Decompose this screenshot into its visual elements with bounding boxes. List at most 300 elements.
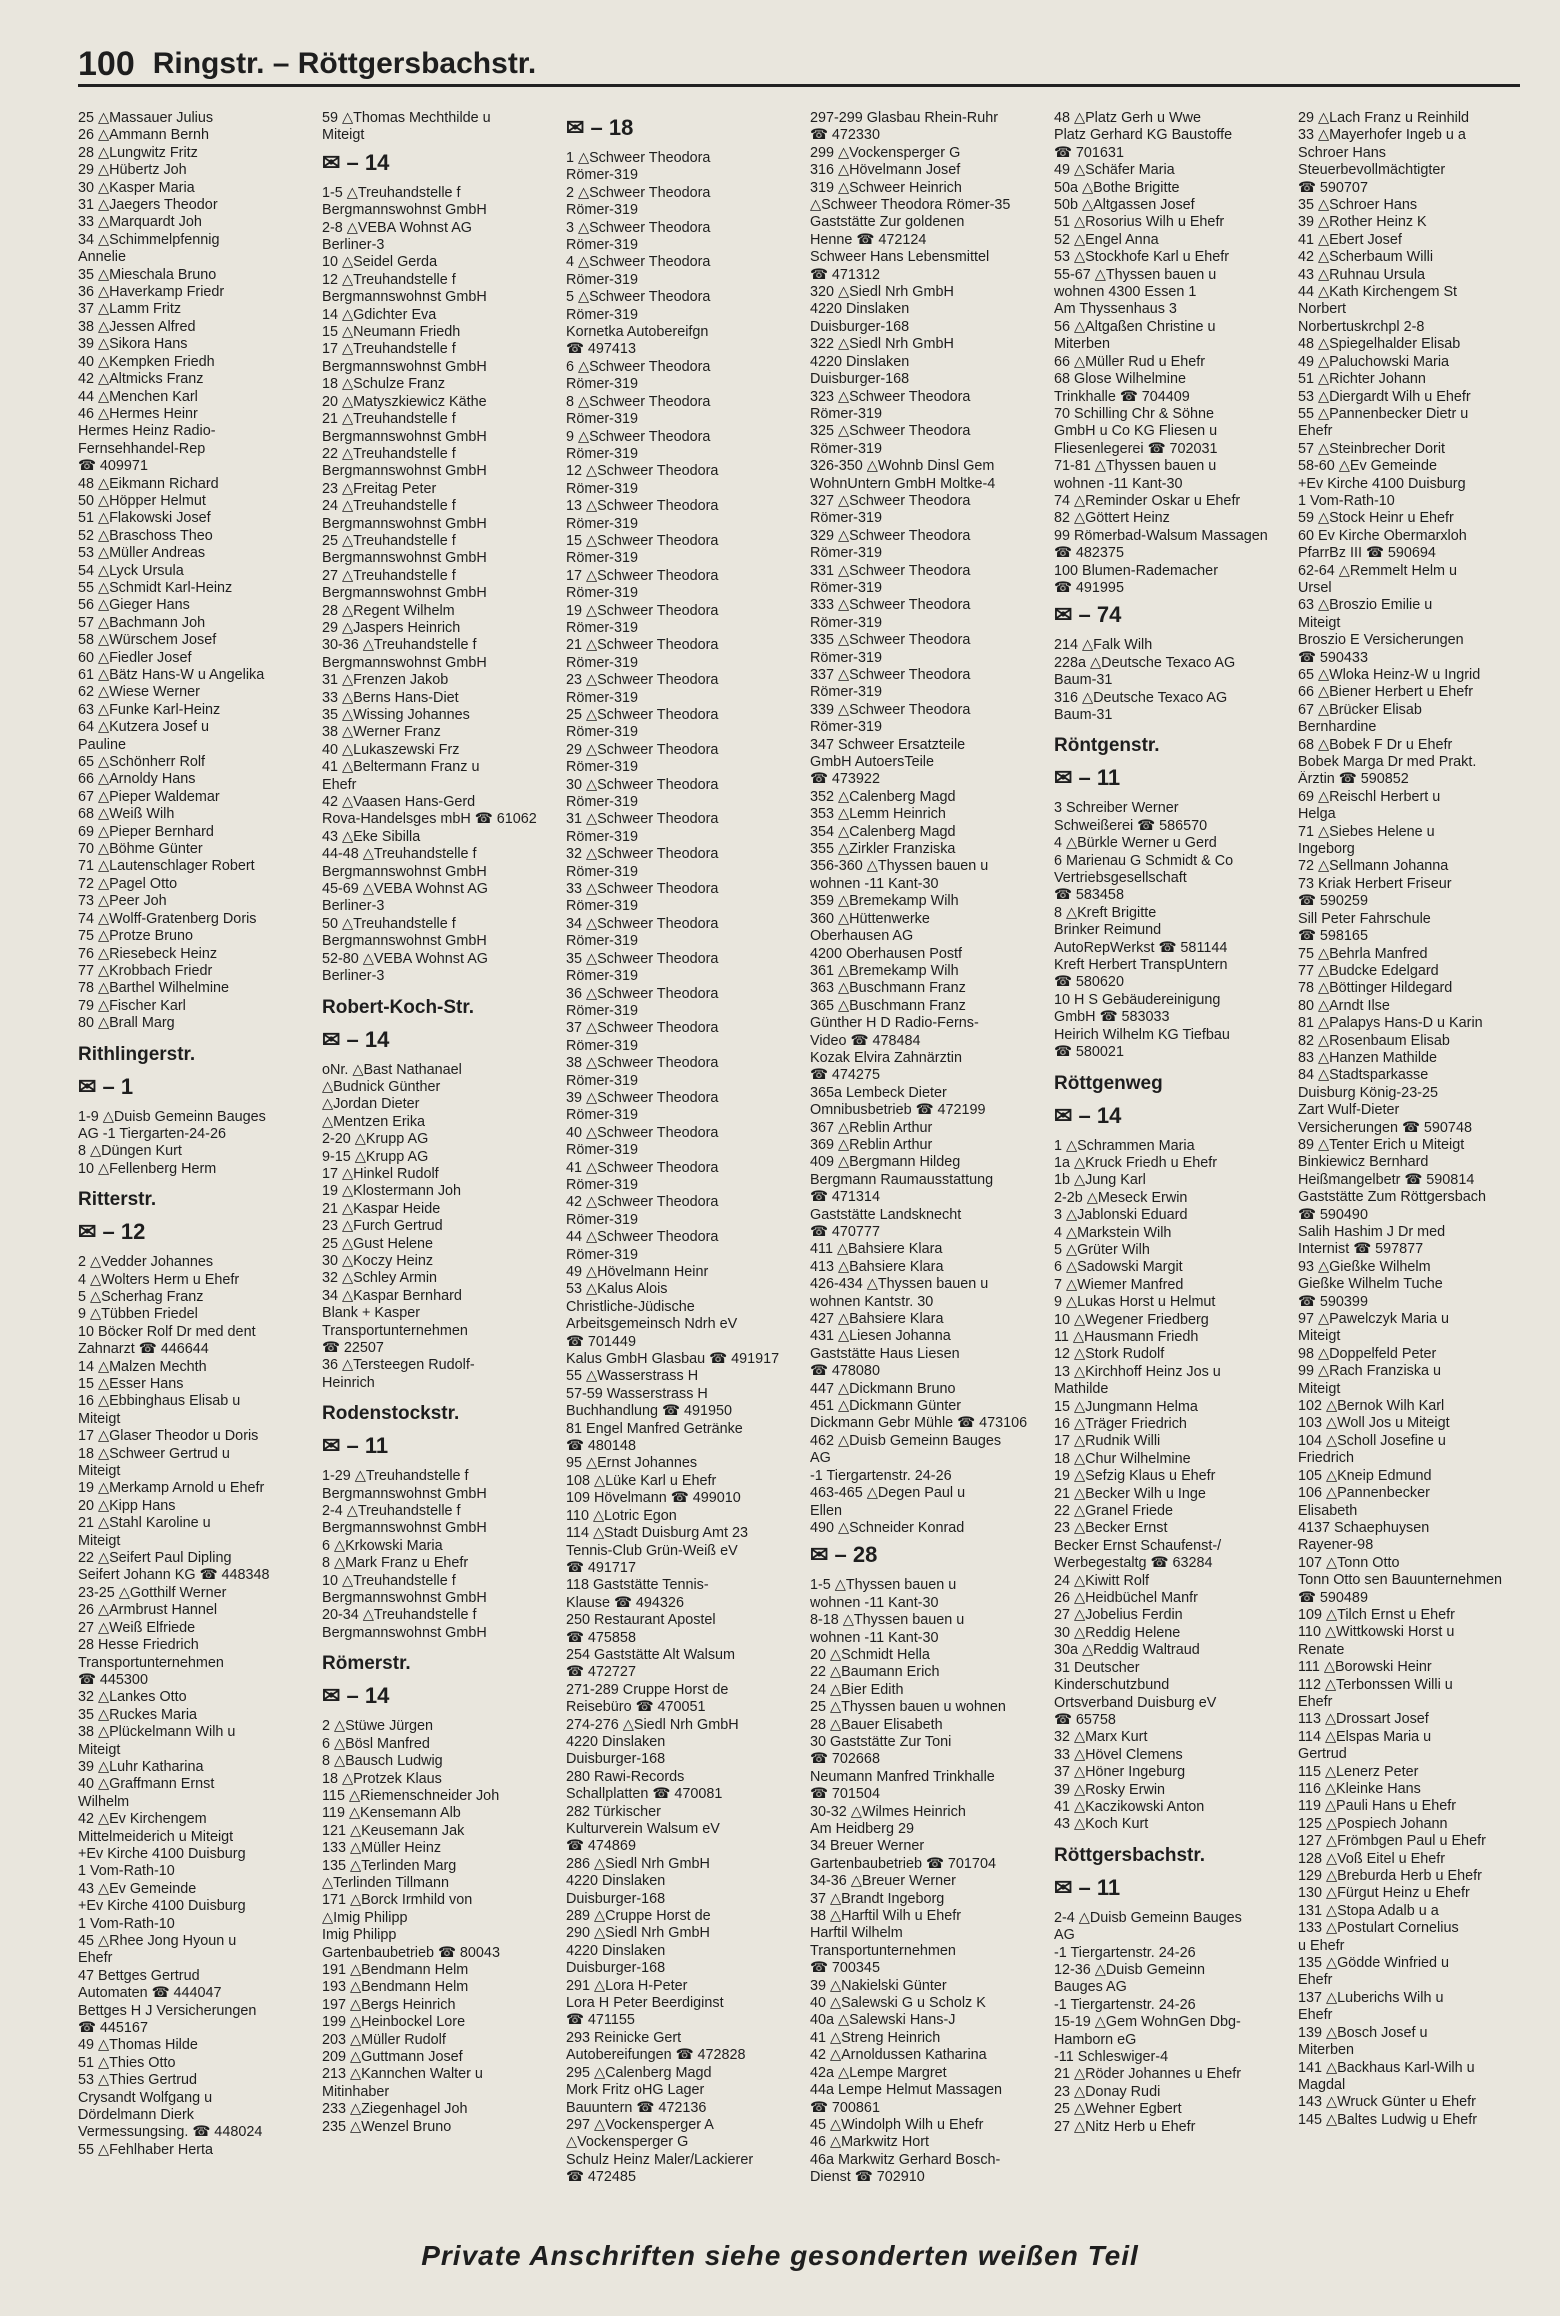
- directory-entry: Bergmannswohnst GmbH: [322, 202, 487, 219]
- directory-entry: 33 △Schweer Theodora: [566, 881, 719, 898]
- directory-entry: 250 Restaurant Apostel: [566, 1612, 716, 1629]
- postal-district: ✉ – 74: [1054, 602, 1122, 628]
- directory-entry: 1 Vom-Rath-10: [1298, 492, 1395, 509]
- directory-entry: 299 △Vockensperger G: [810, 144, 961, 161]
- directory-entry: 110 △Wittkowski Horst u: [1298, 1624, 1455, 1641]
- directory-entry: 316 △Hövelmann Josef: [810, 162, 961, 179]
- directory-entry: 31 Deutscher: [1054, 1659, 1140, 1676]
- directory-entry: 15 △Esser Hans: [78, 1376, 184, 1392]
- directory-entry: +Ev Kirche 4100 Duisburg: [78, 1898, 246, 1915]
- directory-entry: 32 △Schley Armin: [322, 1270, 438, 1287]
- directory-entry: Helga: [1298, 806, 1336, 823]
- street-heading: Römerstr.: [322, 1653, 411, 1675]
- directory-entry: Neumann Manfred Trinkhalle: [810, 1768, 995, 1785]
- postal-district: ✉ – 1: [78, 1073, 134, 1099]
- directory-entry: Bergmann Raumausstattung: [810, 1171, 994, 1188]
- directory-entry: Ehefr: [322, 776, 357, 793]
- directory-entry: Berliner-3: [322, 898, 385, 915]
- directory-entry: Vermessungsing. ☎ 448024: [78, 2124, 263, 2141]
- street-heading: Ritterstr.: [78, 1189, 157, 1211]
- directory-entry: 16 △Träger Friedrich: [1054, 1416, 1187, 1432]
- directory-entry: Lora H Peter Beerdiginst: [566, 1995, 724, 2012]
- directory-entry: 57 △Steinbrecher Dorit: [1298, 440, 1446, 457]
- directory-entry: Berliner-3: [322, 968, 385, 985]
- directory-entry: 48 △Eikmann Richard: [78, 475, 219, 492]
- directory-entry: wohnen Kantstr. 30: [810, 1293, 934, 1310]
- directory-entry: Reisebüro ☎ 470051: [566, 1699, 706, 1716]
- directory-entry: 35 △Schweer Theodora: [566, 950, 719, 967]
- directory-entry: 329 △Schweer Theodora: [810, 527, 971, 544]
- directory-entry: 53 △Diergardt Wilh u Ehefr: [1298, 388, 1471, 405]
- directory-column-4: [810, 110, 1038, 2190]
- directory-entry: 41 △Kaczikowski Anton: [1054, 1798, 1205, 1815]
- directory-entry: Miteigt: [1298, 614, 1341, 631]
- directory-entry: 129 △Breburda Herb u Ehefr: [1298, 1868, 1482, 1885]
- directory-entry: 127 △Frömbgen Paul u Ehefr: [1298, 1833, 1486, 1850]
- directory-entry: 1-9 △Duisb Gemeinn Bauges: [78, 1108, 266, 1125]
- directory-entry: Ehefr: [1298, 423, 1333, 440]
- directory-entry: Gießke Wilhelm Tuche: [1298, 1276, 1443, 1293]
- directory-entry: 100 Blumen-Rademacher: [1054, 562, 1218, 579]
- directory-entry: 104 △Scholl Josefine u: [1298, 1432, 1446, 1449]
- directory-entry: 49 △Schäfer Maria: [1054, 162, 1175, 179]
- directory-entry: 112 △Terbonssen Willi u: [1298, 1676, 1453, 1693]
- directory-entry: Zahnarzt ☎ 446644: [78, 1341, 209, 1358]
- directory-entry: Römer-319: [566, 1002, 638, 1019]
- directory-entry: 4 △Schweer Theodora: [566, 254, 711, 271]
- directory-entry: 43 △Koch Kurt: [1054, 1816, 1149, 1833]
- directory-entry: △Mentzen Erika: [322, 1113, 426, 1130]
- directory-entry: ☎ 583458: [1054, 887, 1124, 904]
- directory-entry: 34 Breuer Werner: [810, 1838, 925, 1855]
- directory-entry: ☎ 701504: [810, 1786, 880, 1803]
- directory-entry: Römer-319: [566, 445, 638, 462]
- directory-entry: 71-81 △Thyssen bauen u: [1054, 458, 1217, 475]
- directory-entry: 45 △Windolph Wilh u Ehefr: [810, 2116, 984, 2133]
- directory-entry: 1a △Kruck Friedh u Ehefr: [1054, 1154, 1218, 1171]
- directory-entry: 15 △Jungmann Helma: [1054, 1398, 1198, 1415]
- directory-entry: 32 △Lankes Otto: [78, 1689, 187, 1706]
- directory-entry: Römer-319: [566, 1176, 638, 1193]
- directory-entry: ☎ 590259: [1298, 893, 1368, 910]
- directory-entry: 171 △Borck Irmhild von: [322, 1892, 473, 1909]
- directory-entry: 17 △Treuhandstelle f: [322, 341, 456, 358]
- directory-entry: 109 △Tilch Ernst u Ehefr: [1298, 1606, 1455, 1623]
- directory-entry: Ortsverband Duisburg eV: [1054, 1694, 1217, 1711]
- directory-entry: Salih Hashim J Dr med: [1298, 1224, 1446, 1240]
- directory-entry: 48 △Spiegelhalder Elisab: [1298, 336, 1461, 353]
- directory-entry: Kinderschutzbund: [1054, 1677, 1170, 1694]
- directory-entry: Platz Gerhard KG Baustoffe: [1054, 127, 1233, 144]
- directory-entry: 25 △Massauer Julius: [78, 110, 214, 126]
- directory-entry: 8-18 △Thyssen bauen u: [810, 1612, 965, 1629]
- directory-entry: Video ☎ 478484: [810, 1032, 921, 1049]
- directory-entry: 97 △Pawelczyk Maria u: [1298, 1311, 1450, 1328]
- directory-entry: 109 Hövelmann ☎ 499010: [566, 1490, 741, 1507]
- directory-entry: 8 △Schweer Theodora: [566, 393, 711, 410]
- directory-entry: Schweer Hans Lebensmittel: [810, 249, 990, 266]
- directory-entry: 30a △Reddig Waltraud: [1054, 1642, 1200, 1659]
- directory-entry: 61 △Bätz Hans-W u Angelika: [78, 667, 265, 683]
- directory-entry: 23-25 △Gotthilf Werner: [78, 1584, 227, 1601]
- directory-entry: Autobereifungen ☎ 472828: [566, 2047, 746, 2064]
- directory-entry: 27 △Jobelius Ferdin: [1054, 1607, 1183, 1624]
- directory-entry: 3 △Schweer Theodora: [566, 219, 711, 236]
- directory-entry: Römer-319: [810, 440, 882, 457]
- directory-entry: 52 △Braschoss Theo: [78, 527, 213, 544]
- directory-entry: 28 △Lungwitz Fritz: [78, 144, 198, 161]
- directory-entry: Buchhandlung ☎ 491950: [566, 1403, 732, 1420]
- directory-entry: 29 △Lach Franz u Reinhild: [1298, 110, 1470, 126]
- directory-entry: 30-32 △Wilmes Heinrich: [810, 1803, 966, 1820]
- directory-entry: 41 △Ebert Josef: [1298, 231, 1402, 248]
- directory-entry: ☎ 598165: [1298, 928, 1368, 945]
- directory-entry: 32 △Marx Kurt: [1054, 1729, 1148, 1746]
- directory-entry: Hamborn eG: [1054, 2031, 1137, 2048]
- directory-entry: Ehefr: [1298, 1693, 1333, 1710]
- directory-entry: 6 △Bösl Manfred: [322, 1735, 430, 1752]
- directory-entry: Seifert Johann KG ☎ 448348: [78, 1567, 270, 1584]
- directory-entry: Broszio E Versicherungen: [1298, 632, 1464, 649]
- directory-entry: 42 △Schweer Theodora: [566, 1194, 719, 1211]
- directory-entry: Ellen: [810, 1502, 842, 1519]
- directory-entry: 40 △Lukaszewski Frz: [322, 741, 460, 758]
- directory-entry: 35 △Mieschala Bruno: [78, 266, 217, 283]
- directory-entry: 41 △Streng Heinrich: [810, 2029, 941, 2046]
- directory-entry: ☎ 470777: [810, 1224, 880, 1240]
- directory-entry: 4137 Schaephuysen: [1298, 1519, 1430, 1536]
- directory-entry: 325 △Schweer Theodora: [810, 423, 971, 440]
- directory-entry: 55 △Schmidt Karl-Heinz: [78, 579, 233, 596]
- directory-entry: Bettges H J Versicherungen: [78, 2002, 257, 2019]
- directory-entry: 115 △Riemenschneider Joh: [322, 1787, 500, 1804]
- directory-entry: △Budnick Günther: [322, 1078, 441, 1095]
- directory-entry: 23 △Becker Ernst: [1054, 1520, 1168, 1537]
- directory-entry: Gaststätte Zur goldenen: [810, 214, 965, 231]
- directory-entry: Henne ☎ 472124: [810, 231, 927, 248]
- directory-entry: 319 △Schweer Heinrich: [810, 179, 962, 196]
- directory-entry: 34 △Schimmelpfennig: [78, 231, 220, 248]
- directory-entry: Kozak Elvira Zahnärztin: [810, 1049, 962, 1066]
- directory-entry: 1-5 △Treuhandstelle f: [322, 184, 461, 201]
- directory-entry: ☎ 700861: [810, 2099, 880, 2116]
- directory-entry: ☎ 590433: [1298, 649, 1368, 666]
- directory-entry: AG: [1054, 1927, 1075, 1944]
- directory-entry: AutoRepWerkst ☎ 581144: [1054, 939, 1228, 956]
- directory-entry: 209 △Guttmann Josef: [322, 2049, 463, 2065]
- directory-entry: 50b △Altgassen Josef: [1054, 197, 1195, 214]
- directory-entry: ☎ 471314: [810, 1189, 880, 1206]
- directory-entry: 213 △Kannchen Walter u: [322, 2066, 483, 2083]
- directory-entry: Römer-319: [566, 306, 638, 323]
- directory-entry: wohnen -11 Kant-30: [810, 1594, 939, 1611]
- directory-entry: Miteigt: [78, 1741, 121, 1758]
- directory-entry: 44a Lempe Helmut Massagen: [810, 2082, 1002, 2099]
- street-heading: Röttgersbachstr.: [1054, 1844, 1205, 1866]
- directory-entry: 44 △Kath Kirchengem St: [1298, 284, 1458, 301]
- directory-entry: Pauline: [78, 736, 127, 753]
- directory-entry: Dördelmann Dierk: [78, 2107, 194, 2124]
- directory-entry: ☎ 474275: [810, 1067, 880, 1084]
- directory-entry: 34-36 △Breuer Werner: [810, 1873, 956, 1890]
- directory-entry: 3 △Jablonski Eduard: [1054, 1207, 1188, 1224]
- directory-entry: 4220 Dinslaken: [566, 1942, 666, 1959]
- directory-entry: 66 △Müller Rud u Ehefr: [1054, 353, 1206, 370]
- directory-entry: 2-4 △Treuhandstelle f: [322, 1503, 461, 1520]
- directory-entry: Omnibusbetrieb ☎ 472199: [810, 1102, 986, 1119]
- directory-entry: 20 △Kipp Hans: [78, 1497, 176, 1514]
- directory-entry: ☎ 472485: [566, 2169, 636, 2186]
- directory-entry: Mork Fritz oHG Lager: [566, 2082, 705, 2099]
- page-header: [78, 36, 1520, 87]
- directory-entry: Bernhardine: [1298, 719, 1377, 736]
- directory-entry: 102 △Bernok Wilh Karl: [1298, 1398, 1445, 1415]
- directory-entry: Römer-319: [566, 1211, 638, 1228]
- directory-entry: Bergmannswohnst GmbH: [322, 550, 487, 567]
- directory-entry: Römer-319: [566, 759, 638, 776]
- directory-entry: 118 Gaststätte Tennis-: [566, 1577, 709, 1594]
- directory-entry: 451 △Dickmann Günter: [810, 1398, 962, 1415]
- directory-entry: 2-2b △Meseck Erwin: [1054, 1189, 1188, 1206]
- directory-entry: Römer-319: [566, 898, 638, 915]
- directory-entry: wohnen -11 Kant-30: [1054, 475, 1183, 492]
- directory-entry: 105 △Kneip Edmund: [1298, 1467, 1432, 1484]
- directory-entry: Römer-319: [566, 654, 638, 671]
- directory-entry: 45 △Rhee Jong Hyoun u: [78, 1933, 237, 1949]
- directory-entry: 42 △Ev Kirchengem: [78, 1811, 207, 1828]
- directory-entry: Transportunternehmen: [78, 1654, 224, 1671]
- directory-entry: 110 △Lotric Egon: [566, 1507, 677, 1524]
- directory-entry: ☎ 445167: [78, 2020, 148, 2037]
- directory-entry: Bergmannswohnst GmbH: [322, 1590, 487, 1607]
- directory-entry: 93 △Gießke Wilhelm: [1298, 1258, 1431, 1275]
- directory-entry: 60 △Fiedler Josef: [78, 649, 192, 666]
- directory-entry: Ärztin ☎ 590852: [1298, 771, 1409, 788]
- directory-entry: 320 △Siedl Nrh GmbH: [810, 284, 954, 301]
- directory-entry: 25 △Schweer Theodora: [566, 707, 719, 723]
- directory-entry: Bergmannswohnst GmbH: [322, 289, 487, 306]
- directory-entry: 103 △Woll Jos u Miteigt: [1298, 1415, 1450, 1432]
- directory-entry: Norbertuskrchpl 2-8: [1298, 318, 1425, 335]
- directory-entry: Schroer Hans: [1298, 144, 1386, 161]
- directory-column-3: [566, 110, 794, 2190]
- directory-entry: 331 △Schweer Theodora: [810, 562, 971, 579]
- directory-entry: Duisburger-168: [566, 1960, 666, 1977]
- directory-entry: 49 △Hövelmann Heinr: [566, 1264, 709, 1280]
- directory-entry: 30-36 △Treuhandstelle f: [322, 637, 477, 654]
- directory-entry: 119 △Pauli Hans u Ehefr: [1298, 1798, 1456, 1815]
- directory-entry: 10 H S Gebäudereinigung: [1054, 991, 1221, 1008]
- postal-district: ✉ – 14: [1054, 1102, 1122, 1128]
- directory-entry: 22 △Baumann Erich: [810, 1664, 940, 1681]
- directory-entry: 4220 Dinslaken: [810, 353, 910, 370]
- directory-entry: 41 △Beltermann Franz u: [322, 759, 480, 776]
- directory-entry: 360 △Hüttenwerke: [810, 910, 930, 927]
- directory-entry: 54 △Lyck Ursula: [78, 562, 184, 579]
- directory-entry: 50a △Bothe Brigitte: [1054, 179, 1180, 196]
- directory-entry: ☎ 701631: [1054, 144, 1124, 161]
- directory-entry: 68 Glose Wilhelmine: [1054, 371, 1186, 388]
- directory-entry: ☎ 590399: [1298, 1293, 1368, 1310]
- directory-entry: 22 △Treuhandstelle f: [322, 445, 456, 462]
- directory-entry: 29 △Hübertz Joh: [78, 162, 187, 179]
- directory-entry: 27 △Nitz Herb u Ehefr: [1054, 2118, 1196, 2135]
- directory-entry: 1-5 △Thyssen bauen u: [810, 1577, 957, 1594]
- directory-entry: 43 △Eke Sibilla: [322, 828, 421, 845]
- directory-entry: 56 △Gieger Hans: [78, 597, 190, 614]
- directory-entry: 361 △Bremekamp Wilh: [810, 962, 959, 979]
- directory-entry: Römer-319: [566, 411, 638, 428]
- directory-entry: 125 △Pospiech Johann: [1298, 1815, 1448, 1832]
- directory-entry: 46 △Hermes Heinr: [78, 405, 198, 422]
- directory-entry: Ehefr: [1298, 1972, 1333, 1989]
- street-heading: Robert-Koch-Str.: [322, 996, 474, 1018]
- directory-entry: 45-69 △VEBA Wohnst AG: [322, 881, 488, 898]
- directory-entry: 347 Schweer Ersatzteile: [810, 736, 966, 753]
- directory-entry: 5 △Schweer Theodora: [566, 289, 711, 306]
- directory-entry: Am Thyssenhaus 3: [1054, 301, 1177, 318]
- directory-entry: 23 △Schweer Theodora: [566, 672, 719, 689]
- directory-entry: 19 △Schweer Theodora: [566, 602, 719, 619]
- directory-entry: 2-4 △Duisb Gemeinn Bauges: [1054, 1909, 1242, 1926]
- directory-entry: 193 △Bendmann Helm: [322, 1979, 469, 1996]
- directory-entry: 72 △Sellmann Johanna: [1298, 858, 1449, 875]
- directory-entry: 72 △Pagel Otto: [78, 875, 178, 892]
- directory-entry: Römer-319: [566, 515, 638, 532]
- directory-entry: Fernsehhandel-Rep: [78, 440, 206, 457]
- directory-entry: Dienst ☎ 702910: [810, 2169, 925, 2186]
- directory-entry: ☎ 471155: [566, 2012, 635, 2029]
- directory-entry: Rayener-98: [1298, 1537, 1374, 1554]
- directory-entry: Wilhelm: [78, 1793, 130, 1810]
- directory-entry: Römer-319: [566, 1072, 638, 1089]
- directory-entry: 274-276 △Siedl Nrh GmbH: [566, 1716, 739, 1733]
- directory-entry: Duisburg König-23-25: [1298, 1084, 1438, 1101]
- directory-entry: 2-20 △Krupp AG: [322, 1131, 429, 1148]
- directory-entry: 19 △Klostermann Joh: [322, 1183, 462, 1200]
- directory-entry: 131 △Stopa Adalb u a: [1298, 1902, 1439, 1919]
- directory-entry: Miteigt: [78, 1410, 121, 1427]
- directory-entry: 15 △Schweer Theodora: [566, 532, 719, 549]
- directory-entry: 58 △Würschem Josef: [78, 632, 217, 649]
- directory-entry: 36 △Schweer Theodora: [566, 985, 719, 1002]
- directory-entry: ☎ 472330: [810, 127, 880, 144]
- directory-entry: Römer-319: [566, 689, 638, 706]
- directory-entry: 53 △Kalus Alois: [566, 1281, 668, 1298]
- directory-entry: Sill Peter Fahrschule: [1298, 910, 1431, 927]
- directory-entry: Römer-319: [566, 1037, 638, 1054]
- directory-entry: Miteigt: [1298, 1380, 1341, 1397]
- directory-entry: 74 △Reminder Oskar u Ehefr: [1054, 492, 1241, 509]
- directory-entry: 55 △Pannenbecker Dietr u: [1298, 405, 1469, 422]
- directory-entry: 53 △Thies Gertrud: [78, 2072, 198, 2089]
- directory-entry: 19 △Sefzig Klaus u Ehefr: [1054, 1468, 1216, 1485]
- directory-entry: 28 △Bauer Elisabeth: [810, 1716, 943, 1733]
- directory-entry: Norbert: [1298, 301, 1346, 318]
- directory-entry: 431 △Liesen Johanna: [810, 1328, 951, 1345]
- directory-entry: 81 △Palapys Hans-D u Karin: [1298, 1015, 1483, 1032]
- directory-entry: 203 △Müller Rudolf: [322, 2031, 446, 2048]
- directory-entry: 95 △Ernst Johannes: [566, 1455, 698, 1472]
- directory-entry: 21 △Röder Johannes u Ehefr: [1054, 2066, 1242, 2083]
- directory-entry: 25 △Treuhandstelle f: [322, 532, 456, 549]
- directory-entry: Römer-319: [566, 968, 638, 985]
- directory-entry: 38 △Werner Franz: [322, 724, 441, 741]
- directory-entry: AG: [810, 1450, 831, 1467]
- directory-entry: 447 △Dickmann Bruno: [810, 1380, 956, 1397]
- directory-entry: 77 △Krobbach Friedr: [78, 962, 213, 979]
- directory-entry: 63 △Broszio Emilie u: [1298, 597, 1433, 614]
- directory-entry: 17 △Hinkel Rudolf: [322, 1165, 439, 1182]
- directory-entry: 40 △Salewski G u Scholz K: [810, 1995, 986, 2012]
- directory-entry: 76 △Riesebeck Heinz: [78, 945, 218, 962]
- directory-entry: 25 △Wehner Egbert: [1054, 2101, 1182, 2118]
- directory-entry: 254 Gaststätte Alt Walsum: [566, 1646, 736, 1663]
- directory-entry: 65 △Wloka Heinz-W u Ingrid: [1298, 667, 1481, 683]
- directory-entry: 113 △Drossart Josef: [1298, 1711, 1429, 1728]
- directory-entry: 12 △Schweer Theodora: [566, 463, 719, 480]
- directory-entry: ☎ 473922: [810, 771, 880, 788]
- directory-entry: 197 △Bergs Heinrich: [322, 1996, 456, 2013]
- directory-entry: 4220 Dinslaken: [566, 1873, 666, 1890]
- directory-entry: 6 △Krkowski Maria: [322, 1537, 443, 1554]
- directory-entry: Schweißerei ☎ 586570: [1054, 817, 1208, 834]
- directory-entry: Klause ☎ 494326: [566, 1594, 684, 1611]
- directory-entry: 137 △Luberichs Wilh u: [1298, 1989, 1444, 2006]
- directory-entry: 37 △Höner Ingeburg: [1054, 1764, 1186, 1781]
- directory-entry: 60 Ev Kirche Obermarxloh: [1298, 527, 1467, 544]
- directory-entry: 40a △Salewski Hans-J: [810, 2012, 956, 2029]
- directory-entry: 13 △Kirchhoff Heinz Jos u: [1054, 1363, 1221, 1380]
- directory-entry: 62-64 △Remmelt Helm u: [1298, 562, 1458, 579]
- directory-entry: ☎ 478080: [810, 1363, 880, 1380]
- directory-entry: 52-80 △VEBA Wohnst AG: [322, 950, 488, 967]
- directory-entry: 2 △Schweer Theodora: [566, 184, 711, 201]
- directory-entry: 33 △Mayerhofer Ingeb u a: [1298, 127, 1466, 144]
- directory-entry: Mittelmeiderich u Miteigt: [78, 1828, 234, 1845]
- postal-district: ✉ – 14: [322, 1683, 390, 1709]
- directory-entry: 78 △Böttinger Hildegard: [1298, 980, 1453, 997]
- directory-entry: Römer-319: [810, 405, 882, 422]
- directory-entry: Am Heidberg 29: [810, 1821, 914, 1837]
- directory-entry: 62 △Wiese Werner: [78, 684, 200, 701]
- directory-entry: 33 △Hövel Clemens: [1054, 1746, 1183, 1763]
- directory-entry: Baum-31: [1054, 672, 1113, 689]
- directory-entry: Bergmannswohnst GmbH: [322, 585, 487, 602]
- directory-entry: u Ehefr: [1298, 1937, 1345, 1954]
- directory-entry: 50 △Höpper Helmut: [78, 492, 206, 509]
- directory-entry: 7 △Wiemer Manfred: [1054, 1276, 1184, 1293]
- directory-entry: 41 △Schweer Theodora: [566, 1159, 719, 1176]
- directory-entry: Renate: [1298, 1641, 1345, 1658]
- directory-entry: Imig Philipp: [322, 1927, 397, 1944]
- directory-entry: 24 △Bier Edith: [810, 1681, 904, 1698]
- directory-entry: ☎ 590490: [1298, 1206, 1368, 1223]
- directory-entry: 46a Markwitz Gerhard Bosch-: [810, 2151, 1001, 2168]
- directory-entry: 38 △Jessen Alfred: [78, 318, 196, 335]
- directory-entry: 58-60 △Ev Gemeinde: [1298, 458, 1438, 475]
- directory-entry: 40 △Graffmann Ernst: [78, 1776, 215, 1793]
- directory-entry: Dickmann Gebr Mühle ☎ 473106: [810, 1415, 1028, 1432]
- directory-entry: 18 △Schulze Franz: [322, 376, 446, 393]
- directory-entry: 23 △Donay Rudi: [1054, 2083, 1161, 2100]
- directory-entry: Rova-Handelsges mbH ☎ 61062: [322, 811, 537, 828]
- directory-entry: 106 △Pannenbecker: [1298, 1485, 1430, 1502]
- directory-entry: GmbH AutoersTeile: [810, 754, 934, 771]
- directory-entry: 5 △Scherhag Franz: [78, 1288, 204, 1305]
- directory-entry: ☎ 491717: [566, 1559, 636, 1576]
- directory-entry: 367 △Reblin Arthur: [810, 1119, 933, 1136]
